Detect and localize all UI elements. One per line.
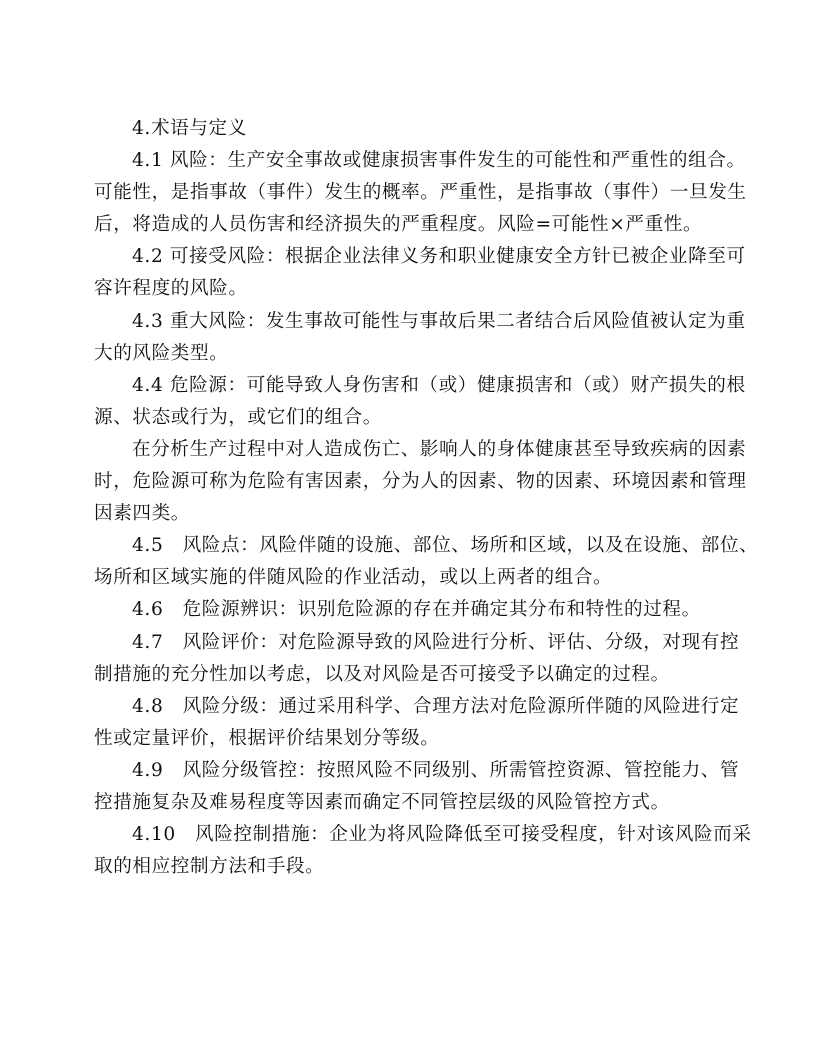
paragraph-line: 后，将造成的人员伤害和经济损失的严重程度。风险=可能性×严重性。	[94, 214, 703, 236]
paragraph-line: 制措施的充分性加以考虑，以及对风险是否可接受予以确定的过程。	[94, 663, 670, 685]
paragraph-line: 可能性，是指事故（事件）发生的概率。严重性，是指事故（事件）一旦发生	[94, 182, 747, 204]
paragraph-4-6	[94, 594, 728, 626]
paragraph-line: 大的风险类型。	[94, 342, 229, 364]
paragraph-4-4	[94, 370, 746, 434]
paragraph-line: 4.10 风险控制措施：企业为将风险降低至可接受程度，针对该风险而采	[132, 824, 752, 846]
paragraph-line: 4.5 风险点：风险伴随的设施、部位、场所和区域，以及在设施、部位、	[132, 535, 759, 557]
paragraph-line: 4.3 重大风险：发生事故可能性与事故后果二者结合后风险值被认定为重	[132, 310, 746, 332]
paragraph-line: 因素四类。	[94, 503, 190, 525]
paragraph-line: 4.4 危险源：可能导致人身伤害和（或）健康损害和（或）财产损失的根	[132, 374, 746, 396]
paragraph-line: 控措施复杂及难易程度等因素而确定不同管控层级的风险管控方式。	[94, 791, 670, 813]
paragraph-line: 源、状态或行为，或它们的组合。	[94, 406, 382, 428]
paragraph-4-8	[94, 691, 740, 755]
paragraph-line: 容许程度的风险。	[94, 278, 248, 300]
paragraph-4-3	[94, 306, 746, 370]
paragraph-line: 4.9 风险分级管控：按照风险不同级别、所需管控资源、管控能力、管	[132, 759, 740, 781]
section-title: 4.术语与定义	[132, 118, 247, 139]
paragraph-4-4-note	[94, 434, 747, 530]
paragraph-line: 4.6 危险源辨识：识别危险源的存在并确定其分布和特性的过程。	[132, 599, 701, 621]
paragraph-line: 性或定量评价，根据评价结果划分等级。	[94, 727, 440, 749]
paragraph-4-2	[94, 241, 746, 305]
paragraph-4-9	[94, 755, 740, 819]
document-page	[94, 113, 759, 883]
paragraph-4-7	[94, 627, 740, 691]
paragraph-line: 4.2 可接受风险：根据企业法律义务和职业健康安全方针已被企业降至可	[132, 246, 746, 268]
paragraph-line: 4.7 风险评价：对危险源导致的风险进行分析、评估、分级，对现有控	[132, 631, 740, 653]
paragraph-line: 在分析生产过程中对人造成伤亡、影响人的身体健康甚至导致疾病的因素	[132, 438, 747, 460]
paragraph-4-1	[94, 145, 747, 241]
paragraph-line: 取的相应控制方法和手段。	[94, 856, 325, 878]
paragraph-line: 场所和区域实施的伴随风险的作业活动，或以上两者的组合。	[94, 567, 613, 589]
paragraph-line: 4.1 风险：生产安全事故或健康损害事件发生的可能性和严重性的组合。	[132, 150, 746, 172]
paragraph-line: 4.8 风险分级：通过采用科学、合理方法对危险源所伴随的风险进行定	[132, 695, 740, 717]
paragraph-4-10	[94, 819, 752, 883]
paragraph-line: 时，危险源可称为危险有害因素，分为人的因素、物的因素、环境因素和管理	[94, 471, 747, 493]
paragraph-4-5	[94, 530, 759, 594]
